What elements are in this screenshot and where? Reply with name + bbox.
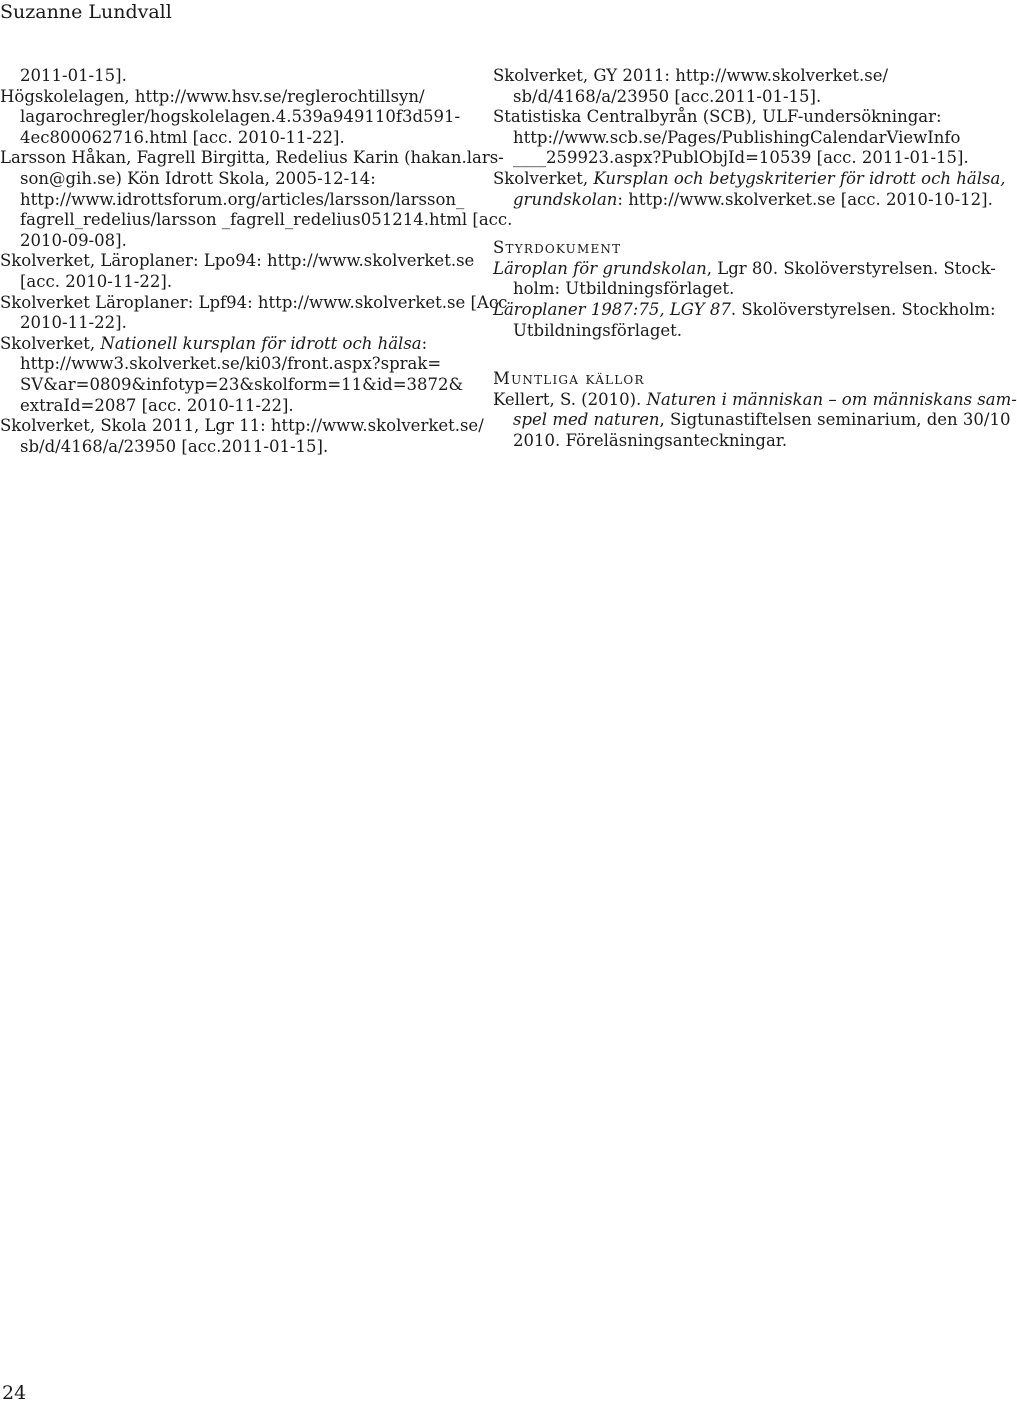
running-head: Suzanne Lundvall [0,1,172,23]
reference-line: 2010-11-22]. [20,313,127,333]
reference-title: Läroplaner 1987:75, LGY 87 [493,299,731,319]
reference-line: Larsson Håkan, Fagrell Birgitta, Redelius Karin (hakan.lars- [0,148,504,168]
reference-line: Skolverket, Läroplaner: Lpo94: http://www.skolverket.se [0,251,475,271]
page-number: 24 [2,1382,27,1404]
reference-line [0,334,478,355]
reference-column-right [493,66,1017,452]
reference-line: http://www.scb.se/Pages/PublishingCalendarViewInfo [513,127,961,147]
section-heading-muntliga-kallor: Muntliga källor [493,369,645,389]
reference-title: spel med naturen [513,410,660,430]
reference-line: 2010. Föreläsningsanteckningar. [513,430,788,450]
reference-author: Skolverket, [0,333,101,353]
reference-title: Kursplan och betygskriterier för idrott och hälsa, [593,168,1006,188]
reference-line: Skolverket Läroplaner: Lpf94: http://www.skolverket.se [Acc [0,292,508,312]
reference-line: holm: Utbildningsförlaget. [513,279,735,299]
reference-punct: : [421,333,428,353]
reference-rest: . Skolöverstyrelsen. Stockholm: [730,299,996,319]
reference-line: SV&ar=0809&infotyp=23&skolform=11&id=3872& [20,374,464,394]
reference-line: 4ec800062716.html [acc. 2010-11-22]. [20,127,345,147]
reference-line: 2010-09-08]. [20,230,127,250]
reference-line: sb/d/4168/a/23950 [acc.2011-01-15]. [20,436,329,456]
reference-author: Kellert, S. (2010). [493,389,647,409]
reference-title: Nationell kursplan för idrott och hälsa [100,333,422,353]
reference-line [493,258,996,280]
reference-line: sb/d/4168/a/23950 [acc.2011-01-15]. [513,86,822,106]
reference-line: ____259923.aspx?PublObjId=10539 [acc. 2011-01-15]. [513,148,969,168]
section-heading-styrdokument: Styrdokument [493,238,622,258]
reference-line: Utbildningsförlaget. [513,320,683,340]
reference-line: Högskolelagen, http://www.hsv.se/reglerochtillsyn/ [0,86,425,106]
reference-author: Skolverket, [493,168,594,188]
reference-line: Skolverket, GY 2011: http://www.skolverket.se/ [493,66,889,85]
reference-line: extraId=2087 [acc. 2010-11-22]. [20,395,294,415]
reference-rest: , Sigtunastiftelsen seminarium, den 30/10 [659,410,1011,430]
reference-line: [acc. 2010-11-22]. [20,271,173,291]
reference-line [493,168,1006,190]
reference-rest: , Lgr 80. Skolöverstyrelsen. Stock- [706,258,996,278]
reference-column-left [0,66,513,457]
reference-rest: : http://www.skolverket.se [acc. 2010-10-12]. [617,189,993,209]
reference-line [493,189,993,211]
reference-line: Skolverket, Skola 2011, Lgr 11: http://www.skolverket.se/ [0,416,484,436]
reference-line: lagarochregler/hogskolelagen.4.539a949110f3d591- [20,107,461,127]
reference-line: fagrell_redelius/larsson _fagrell_redelius051214.html [acc. [20,210,513,230]
reference-line: http://www.idrottsforum.org/articles/larsson/larsson_ [20,189,465,209]
reference-title: Naturen i människan – om människans sam- [646,389,1017,409]
reference-title: Läroplan för grundskolan [493,258,707,278]
reference-line [493,389,1017,411]
reference-line [493,410,1011,431]
reference-line: Statistiska Centralbyrån (SCB), ULF-undersökningar: [493,107,942,127]
reference-line: son@gih.se) Kön Idrott Skola, 2005-12-14: [20,168,376,188]
reference-title: grundskolan [513,189,618,209]
reference-line [493,299,996,321]
reference-line: http://www3.skolverket.se/ki03/front.aspx?sprak= [20,354,442,374]
reference-line: 2011-01-15]. [20,66,127,85]
